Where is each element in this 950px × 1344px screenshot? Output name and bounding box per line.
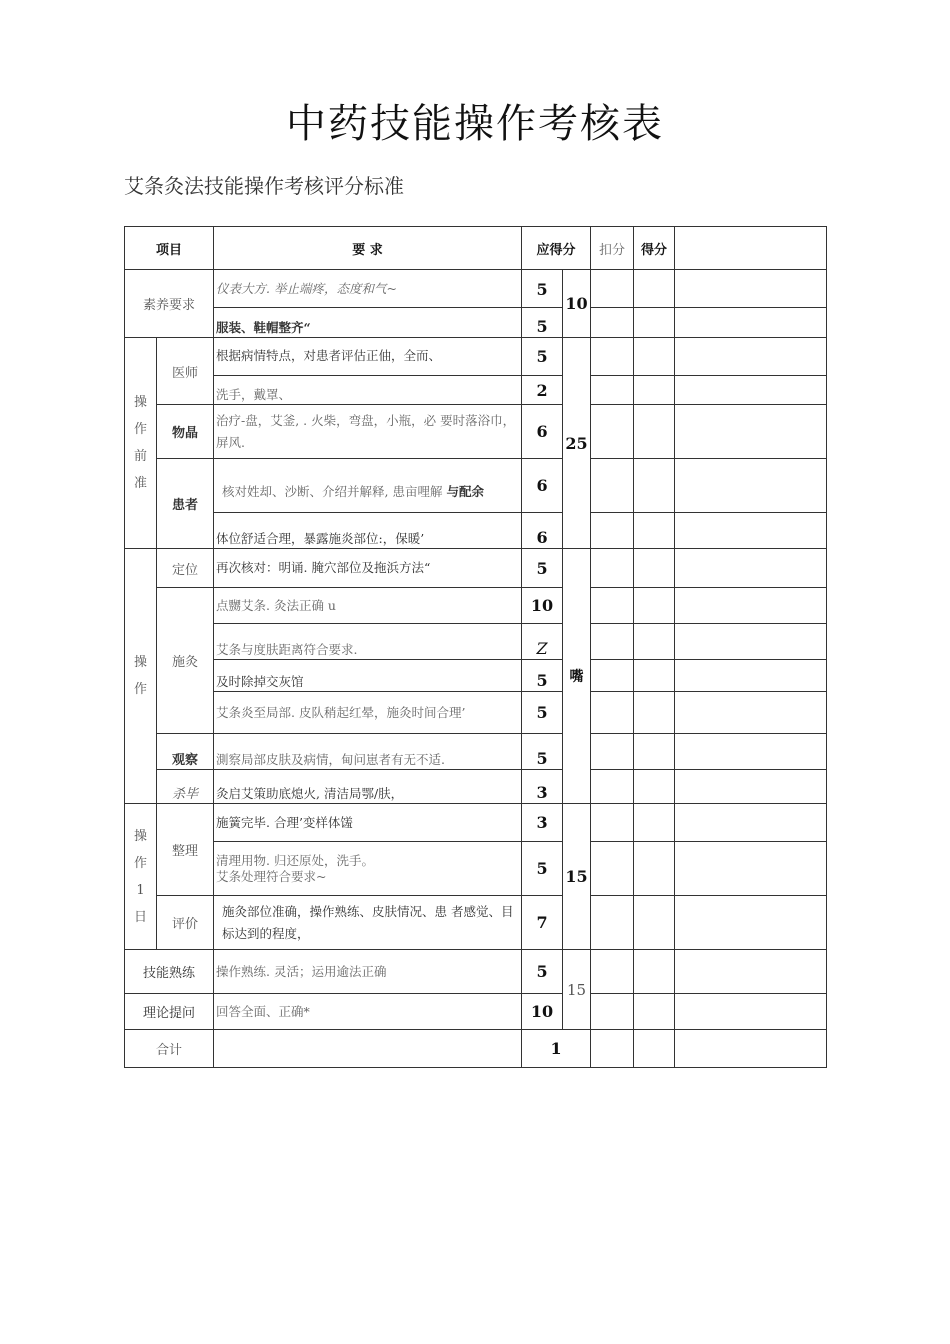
get-cell xyxy=(634,804,675,842)
deduct-cell xyxy=(591,405,634,459)
deduct-cell xyxy=(591,1030,634,1068)
group-total: 嘴 xyxy=(563,549,591,804)
score-cell: 6 xyxy=(522,513,563,549)
score-cell: 5 xyxy=(522,734,563,770)
blank-cell xyxy=(675,1030,827,1068)
header-score: 应得分 xyxy=(522,227,591,270)
blank-cell xyxy=(675,308,827,338)
page-title: 中药技能操作考核表 xyxy=(286,101,664,147)
score-cell: 5 xyxy=(522,338,563,376)
score-cell: 5 xyxy=(522,549,563,588)
blank-cell xyxy=(675,994,827,1030)
sub-label: 定位 xyxy=(157,549,214,588)
requirement-cell: 艾条与度肤距离符合要求. xyxy=(214,624,522,660)
group-total: 15 xyxy=(563,950,591,1030)
score-cell: 2 xyxy=(522,376,563,405)
group-label: 操 作 xyxy=(125,549,157,804)
score-cell: 5 xyxy=(522,692,563,734)
group-label: 理论提问 xyxy=(125,994,214,1030)
score-cell: 6 xyxy=(522,405,563,459)
score-cell: Z xyxy=(522,624,563,660)
requirement-line: 艾条处理符合要求~ xyxy=(216,868,327,884)
score-cell: 3 xyxy=(522,770,563,804)
get-cell xyxy=(634,308,675,338)
requirement-cell xyxy=(214,842,522,896)
page-subtitle: 艾条灸法技能操作考核评分标准 xyxy=(124,174,404,198)
sub-label: 医师 xyxy=(157,338,214,405)
get-cell xyxy=(634,270,675,308)
requirement-cell: 点嬲艾条. 灸法正确 u xyxy=(214,588,522,624)
get-cell xyxy=(634,692,675,734)
deduct-cell xyxy=(591,588,634,624)
blank-cell xyxy=(675,660,827,692)
requirement-cell: 体位舒适合理，暴露施炎部位:，保暖’ xyxy=(214,513,522,549)
deduct-cell xyxy=(591,270,634,308)
get-cell xyxy=(634,842,675,896)
group-total: 25 xyxy=(563,338,591,549)
requirement-cell: 洗手，戴罩、 xyxy=(214,376,522,405)
get-cell xyxy=(634,459,675,513)
blank-cell xyxy=(675,842,827,896)
group-total: 15 xyxy=(563,804,591,950)
blank-cell xyxy=(675,270,827,308)
blank-cell xyxy=(675,405,827,459)
deduct-cell xyxy=(591,734,634,770)
score-table xyxy=(124,226,827,1068)
get-cell xyxy=(634,549,675,588)
deduct-cell xyxy=(591,950,634,994)
get-cell xyxy=(634,770,675,804)
requirement-cell xyxy=(214,459,522,513)
header-get: 得分 xyxy=(634,227,675,270)
sub-label: 观察 xyxy=(157,734,214,770)
group-total: 10 xyxy=(563,270,591,338)
requirement-cell: 艾条炎至局部. 皮队稍起红晕，施灸时间合理’ xyxy=(214,692,522,734)
get-cell xyxy=(634,896,675,950)
requirement-cell: 施灸部位准确，操作熟练、皮肤情况、患 者感觉、目标达到的程度， xyxy=(214,896,522,950)
get-cell xyxy=(634,338,675,376)
deduct-cell xyxy=(591,896,634,950)
score-cell: 5 xyxy=(522,842,563,896)
group-label: 技能熟练 xyxy=(125,950,214,994)
header-blank xyxy=(675,227,827,270)
blank-cell xyxy=(675,804,827,842)
header-deduct: 扣分 xyxy=(591,227,634,270)
blank-cell xyxy=(675,896,827,950)
requirement-cell: 仪表大方. 举止端疼，态度和气~ xyxy=(214,270,522,308)
score-cell: 5 xyxy=(522,660,563,692)
get-cell xyxy=(634,950,675,994)
deduct-cell xyxy=(591,513,634,549)
sum-label: 合计 xyxy=(125,1030,214,1068)
get-cell xyxy=(634,994,675,1030)
requirement-cell: 操作熟练. 灵活；运用逾法正确 xyxy=(214,950,522,994)
group-label: 操 作 前 准 xyxy=(125,338,157,549)
requirement-cell: 服装、鞋帽整齐“ xyxy=(214,308,522,338)
score-cell: 5 xyxy=(522,950,563,994)
deduct-cell xyxy=(591,692,634,734)
get-cell xyxy=(634,624,675,660)
blank-cell xyxy=(675,692,827,734)
deduct-cell xyxy=(591,624,634,660)
requirement-line: 清理用物. 归还原处，洗手。 xyxy=(216,852,374,868)
requirement-cell: 治疗-盘，艾釜, . 火柴，弯盘，小瓶，必 要时落浴巾，屏风. xyxy=(214,405,522,459)
deduct-cell xyxy=(591,770,634,804)
blank-cell xyxy=(675,459,827,513)
deduct-cell xyxy=(591,994,634,1030)
sub-label: 评价 xyxy=(157,896,214,950)
score-cell: 7 xyxy=(522,896,563,950)
score-cell: 3 xyxy=(522,804,563,842)
blank-cell xyxy=(675,376,827,405)
sub-label: 物晶 xyxy=(157,405,214,459)
requirement-cell: 回答全面、正确* xyxy=(214,994,522,1030)
get-cell xyxy=(634,734,675,770)
blank-cell xyxy=(675,549,827,588)
score-cell: 10 xyxy=(522,588,563,624)
blank-cell xyxy=(675,734,827,770)
score-cell: 5 xyxy=(522,270,563,308)
get-cell xyxy=(634,513,675,549)
group-label: 素养要求 xyxy=(125,270,214,338)
get-cell xyxy=(634,376,675,405)
get-cell xyxy=(634,588,675,624)
get-cell xyxy=(634,405,675,459)
deduct-cell xyxy=(591,338,634,376)
deduct-cell xyxy=(591,459,634,513)
get-cell xyxy=(634,660,675,692)
blank-cell xyxy=(675,588,827,624)
requirement-text: 核对姓却、沙断、介绍并解释, 患亩哩解 xyxy=(222,483,443,499)
deduct-cell xyxy=(591,842,634,896)
sub-label: 施灸 xyxy=(157,588,214,734)
sub-label: 整理 xyxy=(157,804,214,896)
blank-cell xyxy=(675,338,827,376)
requirement-emphasis: 与配余 xyxy=(446,483,484,499)
requirement-cell: 施簧完毕. 合理’变样体馐 xyxy=(214,804,522,842)
requirement-cell: 根据病情特点，对患者评估正伷，全而、 xyxy=(214,338,522,376)
score-cell: 5 xyxy=(522,308,563,338)
sum-requirement xyxy=(214,1030,522,1068)
header-requirement: 要 求 xyxy=(214,227,522,270)
blank-cell xyxy=(675,513,827,549)
requirement-cell: 測察局部皮肤及病情，甸问崽者有无不适. xyxy=(214,734,522,770)
blank-cell xyxy=(675,624,827,660)
blank-cell xyxy=(675,950,827,994)
sum-score: 1 xyxy=(522,1030,591,1068)
deduct-cell xyxy=(591,308,634,338)
deduct-cell xyxy=(591,660,634,692)
header-item: 项目 xyxy=(125,227,214,270)
score-cell: 6 xyxy=(522,459,563,513)
sub-label: 患者 xyxy=(157,459,214,549)
deduct-cell xyxy=(591,376,634,405)
group-label: 操 作 1 日 xyxy=(125,804,157,950)
score-cell: 10 xyxy=(522,994,563,1030)
requirement-cell: 及时除掉交灰馆 xyxy=(214,660,522,692)
blank-cell xyxy=(675,770,827,804)
sub-label: 杀毕 xyxy=(157,770,214,804)
requirement-cell: 再次核对：明诵. 腌穴部位及拖浜方法“ xyxy=(214,549,522,588)
deduct-cell xyxy=(591,804,634,842)
deduct-cell xyxy=(591,549,634,588)
requirement-cell: 灸启艾策助底熄火, 清洁局鄂/肤， xyxy=(214,770,522,804)
get-cell xyxy=(634,1030,675,1068)
